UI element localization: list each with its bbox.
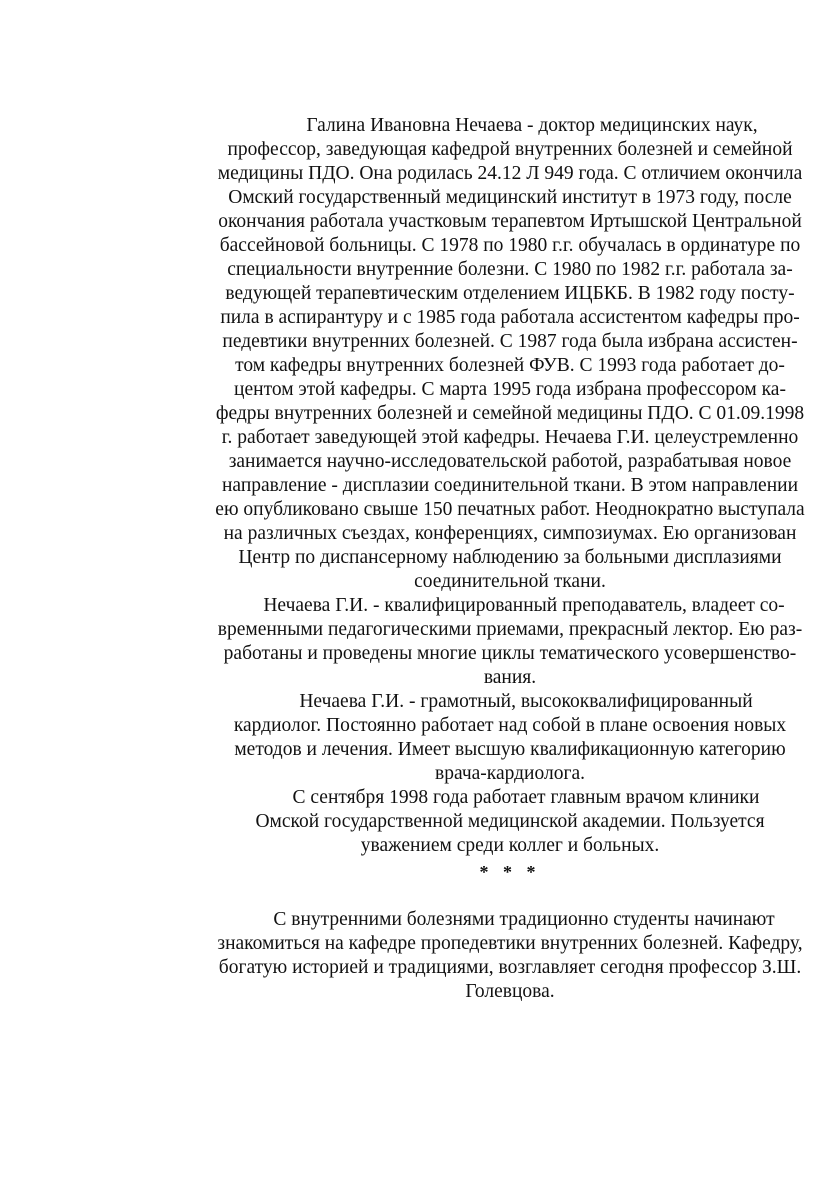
text-line: Галина Ивановна Нечаева - доктор медицинских наук,	[306, 115, 758, 136]
section-separator: * * *	[479, 862, 541, 882]
text-line: Нечаева Г.И. - грамотный, высококвалифицированный	[299, 691, 753, 712]
text-line: специальности внутренние болезни. С 1980 по 1982 г.г. работала за-	[227, 259, 793, 280]
text-line: занимается научно-исследовательской работой, разрабатывая новое	[228, 451, 792, 472]
text-line: уважением среди коллег и больных.	[360, 835, 660, 856]
text-line: медицины ПДО. Она родилась 24.12 Л 949 года. С отличием окончила	[217, 163, 803, 184]
text-line: соединительной ткани.	[414, 571, 606, 592]
text-line: методов и лечения. Имеет высшую квалификационную категорию	[234, 739, 786, 760]
text-line: Голевцова.	[465, 981, 555, 1002]
text-line: педевтики внутренних болезней. С 1987 года была избрана ассистен-	[222, 331, 798, 352]
text-line: центом этой кафедры. С марта 1995 года избрана профессором ка-	[234, 379, 786, 400]
text-line: Нечаева Г.И. - квалифицированный преподаватель, владеет со-	[263, 595, 785, 616]
text-line: Центр по диспансерному наблюдению за больными дисплазиями	[238, 547, 782, 568]
text-line: Омской государственной медицинской академии. Пользуется	[255, 811, 765, 832]
text-line: вания.	[483, 667, 537, 688]
text-line: федры внутренних болезней и семейной медицины ПДО. С 01.09.1998	[215, 403, 805, 424]
text-line: знакомиться на кафедре пропедевтики внутренних болезней. Кафедру,	[217, 933, 803, 954]
text-line: том кафедры внутренних болезней ФУВ. С 1993 года работает до-	[235, 355, 785, 376]
text-line: пила в аспирантуру и с 1985 года работала ассистентом кафедры про-	[220, 307, 800, 328]
text-line: ею опубликовано свыше 150 печатных работ. Неоднократно выступала	[215, 499, 805, 520]
text-line: богатую историей и традициями, возглавляет сегодня профессор З.Ш.	[218, 957, 802, 978]
text-line: г. работает заведующей этой кафедры. Нечаева Г.И. целеустремленно	[221, 427, 799, 448]
text-line: временными педагогическими приемами, прекрасный лектор. Ею раз-	[217, 619, 803, 640]
text-line: окончания работала участковым терапевтом Иртышской Центральной	[218, 211, 802, 232]
text-line: врача-кардиолога.	[435, 763, 585, 784]
text-line: Омский государственный медицинский институт в 1973 году, после	[228, 187, 792, 208]
text-line: ведующей терапевтическим отделением ИЦБКБ. В 1982 году посту-	[225, 283, 795, 304]
text-line: на различных съездах, конференциях, симпозиумах. Ею организован	[223, 523, 797, 544]
text-line: профессор, заведующая кафедрой внутренних болезней и семейной	[227, 139, 793, 160]
text-line: работаны и проведены многие циклы тематического усовершенство-	[223, 643, 797, 664]
text-line: С сентября 1998 года работает главным врачом клиники	[292, 787, 760, 808]
text-line: С внутренними болезнями традиционно студенты начинают	[273, 909, 775, 930]
text-line: бассейновой больницы. С 1978 по 1980 г.г. обучалась в ординатуре по	[219, 235, 801, 256]
text-line: направление - дисплазии соединительной ткани. В этом направлении	[221, 475, 799, 496]
text-line: кардиолог. Постоянно работает над собой в плане освоения новых	[233, 715, 787, 736]
